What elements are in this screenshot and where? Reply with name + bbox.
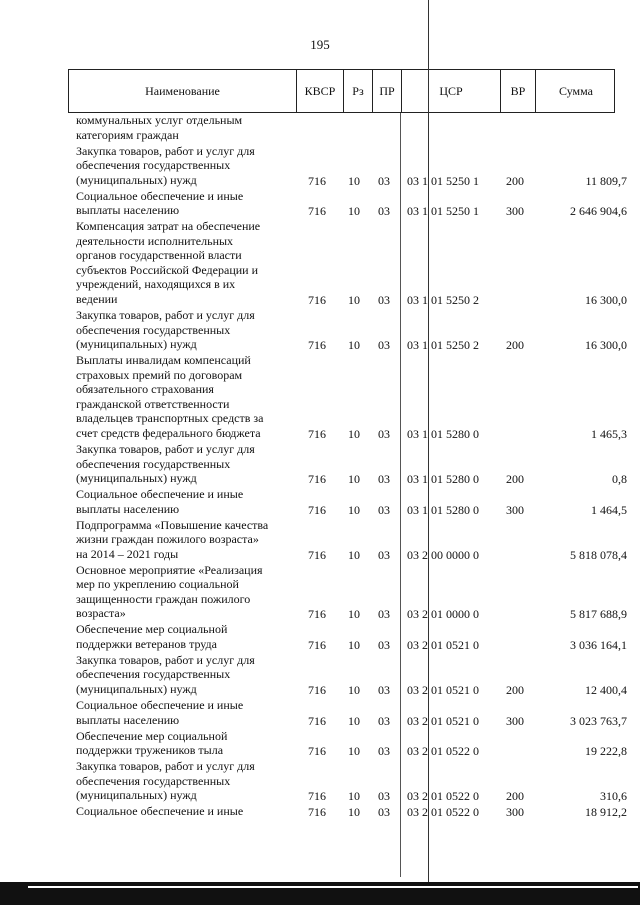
row-pr: 03 <box>378 204 390 219</box>
row-sum: 12 400,4 <box>585 683 627 698</box>
row-rz: 10 <box>348 744 360 759</box>
table-row <box>0 653 640 697</box>
row-kvsr: 716 <box>308 472 326 487</box>
table-row <box>0 113 640 142</box>
row-kvsr: 716 <box>308 683 326 698</box>
row-name-line: обеспечения государственных <box>76 456 231 471</box>
row-rz: 10 <box>348 805 360 820</box>
row-pr: 03 <box>378 293 390 308</box>
row-csr: 03 2 01 0521 0 <box>407 683 479 698</box>
row-name <box>76 487 289 516</box>
row-sum: 3 036 164,1 <box>570 637 627 652</box>
row-name-line: обеспечения государственных <box>76 322 231 337</box>
row-name-line: органов государственной власти <box>76 248 242 263</box>
row-rz: 10 <box>348 713 360 728</box>
row-name-line: Компенсация затрат на обеспечение <box>76 219 261 234</box>
row-pr: 03 <box>378 789 390 804</box>
header-vr: ВР <box>500 70 535 112</box>
row-rz: 10 <box>348 637 360 652</box>
row-name-line: Социальное обеспечение и иные <box>76 188 244 203</box>
row-name-line: Социальное обеспечение и иные <box>76 698 244 712</box>
row-name-line: Закупка товаров, работ и услуг для <box>76 308 255 322</box>
row-kvsr: 716 <box>308 789 326 804</box>
row-csr: 03 2 01 0522 0 <box>407 805 479 820</box>
row-kvsr: 716 <box>308 805 326 820</box>
header-kvsr: КВСР <box>296 70 343 112</box>
row-vr: 200 <box>506 789 524 804</box>
row-rz: 10 <box>348 204 360 219</box>
table-row <box>0 698 640 727</box>
row-pr: 03 <box>378 173 390 188</box>
table-row <box>0 442 640 486</box>
row-name-line: ведении <box>76 292 118 307</box>
row-name-line: защищенности граждан пожилого <box>76 591 251 606</box>
row-kvsr: 716 <box>308 502 326 517</box>
row-name <box>76 653 289 697</box>
row-name-line: Обеспечение мер социальной <box>76 728 228 743</box>
row-name-line: (муниципальных) нужд <box>76 471 197 486</box>
row-name-line: гражданской ответственности <box>76 396 230 411</box>
row-sum: 1 464,5 <box>591 502 627 517</box>
row-pr: 03 <box>378 637 390 652</box>
row-vr: 300 <box>506 713 524 728</box>
row-sum: 19 222,8 <box>585 744 627 759</box>
row-name-line: Закупка товаров, работ и услуг для <box>76 442 255 456</box>
row-rz: 10 <box>348 472 360 487</box>
row-name-line: обеспечения государственных <box>76 158 231 173</box>
row-name-line: поддержки тружеников тыла <box>76 743 224 758</box>
row-sum: 16 300,0 <box>585 293 627 308</box>
row-kvsr: 716 <box>308 173 326 188</box>
row-name-line: (муниципальных) нужд <box>76 172 197 187</box>
row-csr: 03 2 01 0522 0 <box>407 789 479 804</box>
row-name-line: деятельности исполнительных <box>76 233 234 248</box>
row-pr: 03 <box>378 713 390 728</box>
row-rz: 10 <box>348 789 360 804</box>
row-name-line: категориям граждан <box>76 127 179 142</box>
row-sum: 2 646 904,6 <box>570 204 627 219</box>
row-kvsr: 716 <box>308 293 326 308</box>
row-name <box>76 219 289 307</box>
row-name <box>76 144 289 188</box>
row-pr: 03 <box>378 427 390 442</box>
header-name: Наименование <box>145 83 220 98</box>
row-name-line: жизни граждан пожилого возраста» <box>76 532 259 547</box>
table-row <box>0 308 640 352</box>
row-csr: 03 1 01 5280 0 <box>407 502 479 517</box>
table-row <box>0 487 640 516</box>
table-row <box>0 563 640 621</box>
row-sum: 18 912,2 <box>585 805 627 820</box>
row-name-line: (муниципальных) нужд <box>76 337 197 352</box>
row-name-line: владельцев транспортных средств за <box>76 411 264 426</box>
row-vr: 200 <box>506 472 524 487</box>
row-name-line: обязательного страхования <box>76 382 214 397</box>
row-kvsr: 716 <box>308 607 326 622</box>
row-pr: 03 <box>378 744 390 759</box>
page-number: 195 <box>310 37 330 52</box>
row-name-line: Социальное обеспечение и иные <box>76 487 244 502</box>
row-sum: 5 817 688,9 <box>570 607 627 622</box>
row-name-line: субъектов Российской Федерации и <box>76 262 259 277</box>
header-csr: ЦСР <box>401 70 500 112</box>
row-csr: 03 2 01 0521 0 <box>407 637 479 652</box>
row-name <box>76 189 289 218</box>
row-csr: 03 2 01 0521 0 <box>407 713 479 728</box>
table-row <box>0 518 640 562</box>
row-name-line: коммунальных услуг отдельным <box>76 113 243 127</box>
row-sum: 3 023 763,7 <box>570 713 627 728</box>
table-row <box>0 729 640 758</box>
row-vr: 300 <box>506 204 524 219</box>
row-csr: 03 2 01 0522 0 <box>407 744 479 759</box>
row-vr: 200 <box>506 338 524 353</box>
row-csr: 03 2 00 0000 0 <box>407 547 479 562</box>
row-rz: 10 <box>348 607 360 622</box>
scan-bottom-edge <box>0 882 640 905</box>
row-name <box>76 518 289 562</box>
row-vr: 200 <box>506 173 524 188</box>
row-rz: 10 <box>348 683 360 698</box>
table-row <box>0 353 640 441</box>
row-name <box>76 698 289 727</box>
row-name <box>76 759 289 803</box>
row-name <box>76 563 289 621</box>
row-name-line: Обеспечение мер социальной <box>76 622 228 637</box>
row-rz: 10 <box>348 338 360 353</box>
row-pr: 03 <box>378 805 390 820</box>
row-vr: 300 <box>506 805 524 820</box>
row-name <box>76 308 289 352</box>
row-kvsr: 716 <box>308 547 326 562</box>
row-name <box>76 353 289 441</box>
row-name-line: (муниципальных) нужд <box>76 788 197 803</box>
row-kvsr: 716 <box>308 427 326 442</box>
table-row <box>0 144 640 188</box>
row-pr: 03 <box>378 472 390 487</box>
row-name <box>76 622 289 651</box>
row-name-line: возраста» <box>76 606 126 621</box>
row-name-line: (муниципальных) нужд <box>76 682 197 697</box>
row-sum: 16 300,0 <box>585 338 627 353</box>
row-name-line: обеспечения государственных <box>76 667 231 682</box>
row-name-line: обеспечения государственных <box>76 773 231 788</box>
row-name <box>76 804 289 819</box>
row-name-line: выплаты населению <box>76 203 180 218</box>
row-name <box>76 729 289 758</box>
row-name-line: Социальное обеспечение и иные <box>76 804 244 819</box>
row-rz: 10 <box>348 293 360 308</box>
row-kvsr: 716 <box>308 338 326 353</box>
table-row <box>0 759 640 803</box>
row-csr: 03 1 01 5280 0 <box>407 472 479 487</box>
row-name-line: учреждений, находящихся в их <box>76 277 236 292</box>
row-kvsr: 716 <box>308 713 326 728</box>
header-rz: Рз <box>343 70 372 112</box>
row-csr: 03 2 01 0000 0 <box>407 607 479 622</box>
row-name-line: Подпрограмма «Повышение качества <box>76 517 269 532</box>
row-sum: 1 465,3 <box>591 427 627 442</box>
table-row <box>0 219 640 307</box>
row-sum: 310,6 <box>600 789 627 804</box>
row-rz: 10 <box>348 173 360 188</box>
table-row <box>0 189 640 218</box>
row-name-line: Закупка товаров, работ и услуг для <box>76 652 255 667</box>
row-csr: 03 1 01 5250 1 <box>407 173 479 188</box>
row-name-line: счет средств федерального бюджета <box>76 426 261 441</box>
row-rz: 10 <box>348 547 360 562</box>
row-rz: 10 <box>348 427 360 442</box>
row-vr: 300 <box>506 502 524 517</box>
row-name-line: Основное мероприятие «Реализация <box>76 562 263 577</box>
row-name-line: Закупка товаров, работ и услуг для <box>76 759 255 773</box>
row-name-line: Выплаты инвалидам компенсаций <box>76 353 251 368</box>
row-sum: 5 818 078,4 <box>570 547 627 562</box>
row-pr: 03 <box>378 683 390 698</box>
row-name-line: на 2014 – 2021 годы <box>76 546 179 561</box>
row-pr: 03 <box>378 502 390 517</box>
table-row <box>0 804 640 819</box>
row-name-line: Закупка товаров, работ и услуг для <box>76 143 255 158</box>
row-csr: 03 1 01 5280 0 <box>407 427 479 442</box>
table-header <box>68 69 615 113</box>
row-kvsr: 716 <box>308 204 326 219</box>
row-name-line: мер по укреплению социальной <box>76 577 239 592</box>
row-pr: 03 <box>378 607 390 622</box>
row-name-line: выплаты населению <box>76 501 180 516</box>
header-sum: Сумма <box>535 70 616 112</box>
row-rz: 10 <box>348 502 360 517</box>
row-kvsr: 716 <box>308 744 326 759</box>
row-pr: 03 <box>378 547 390 562</box>
row-csr: 03 1 01 5250 2 <box>407 293 479 308</box>
row-name-line: страховых премий по договорам <box>76 367 243 382</box>
row-csr: 03 1 01 5250 2 <box>407 338 479 353</box>
row-csr: 03 1 01 5250 1 <box>407 204 479 219</box>
row-name <box>76 113 289 142</box>
row-pr: 03 <box>378 338 390 353</box>
row-sum: 0,8 <box>612 472 627 487</box>
table-row <box>0 622 640 651</box>
header-pr: ПР <box>372 70 401 112</box>
row-name-line: поддержки ветеранов труда <box>76 636 217 651</box>
row-kvsr: 716 <box>308 637 326 652</box>
row-name-line: выплаты населению <box>76 712 180 727</box>
row-sum: 11 809,7 <box>585 173 627 188</box>
row-vr: 200 <box>506 683 524 698</box>
row-name <box>76 442 289 486</box>
